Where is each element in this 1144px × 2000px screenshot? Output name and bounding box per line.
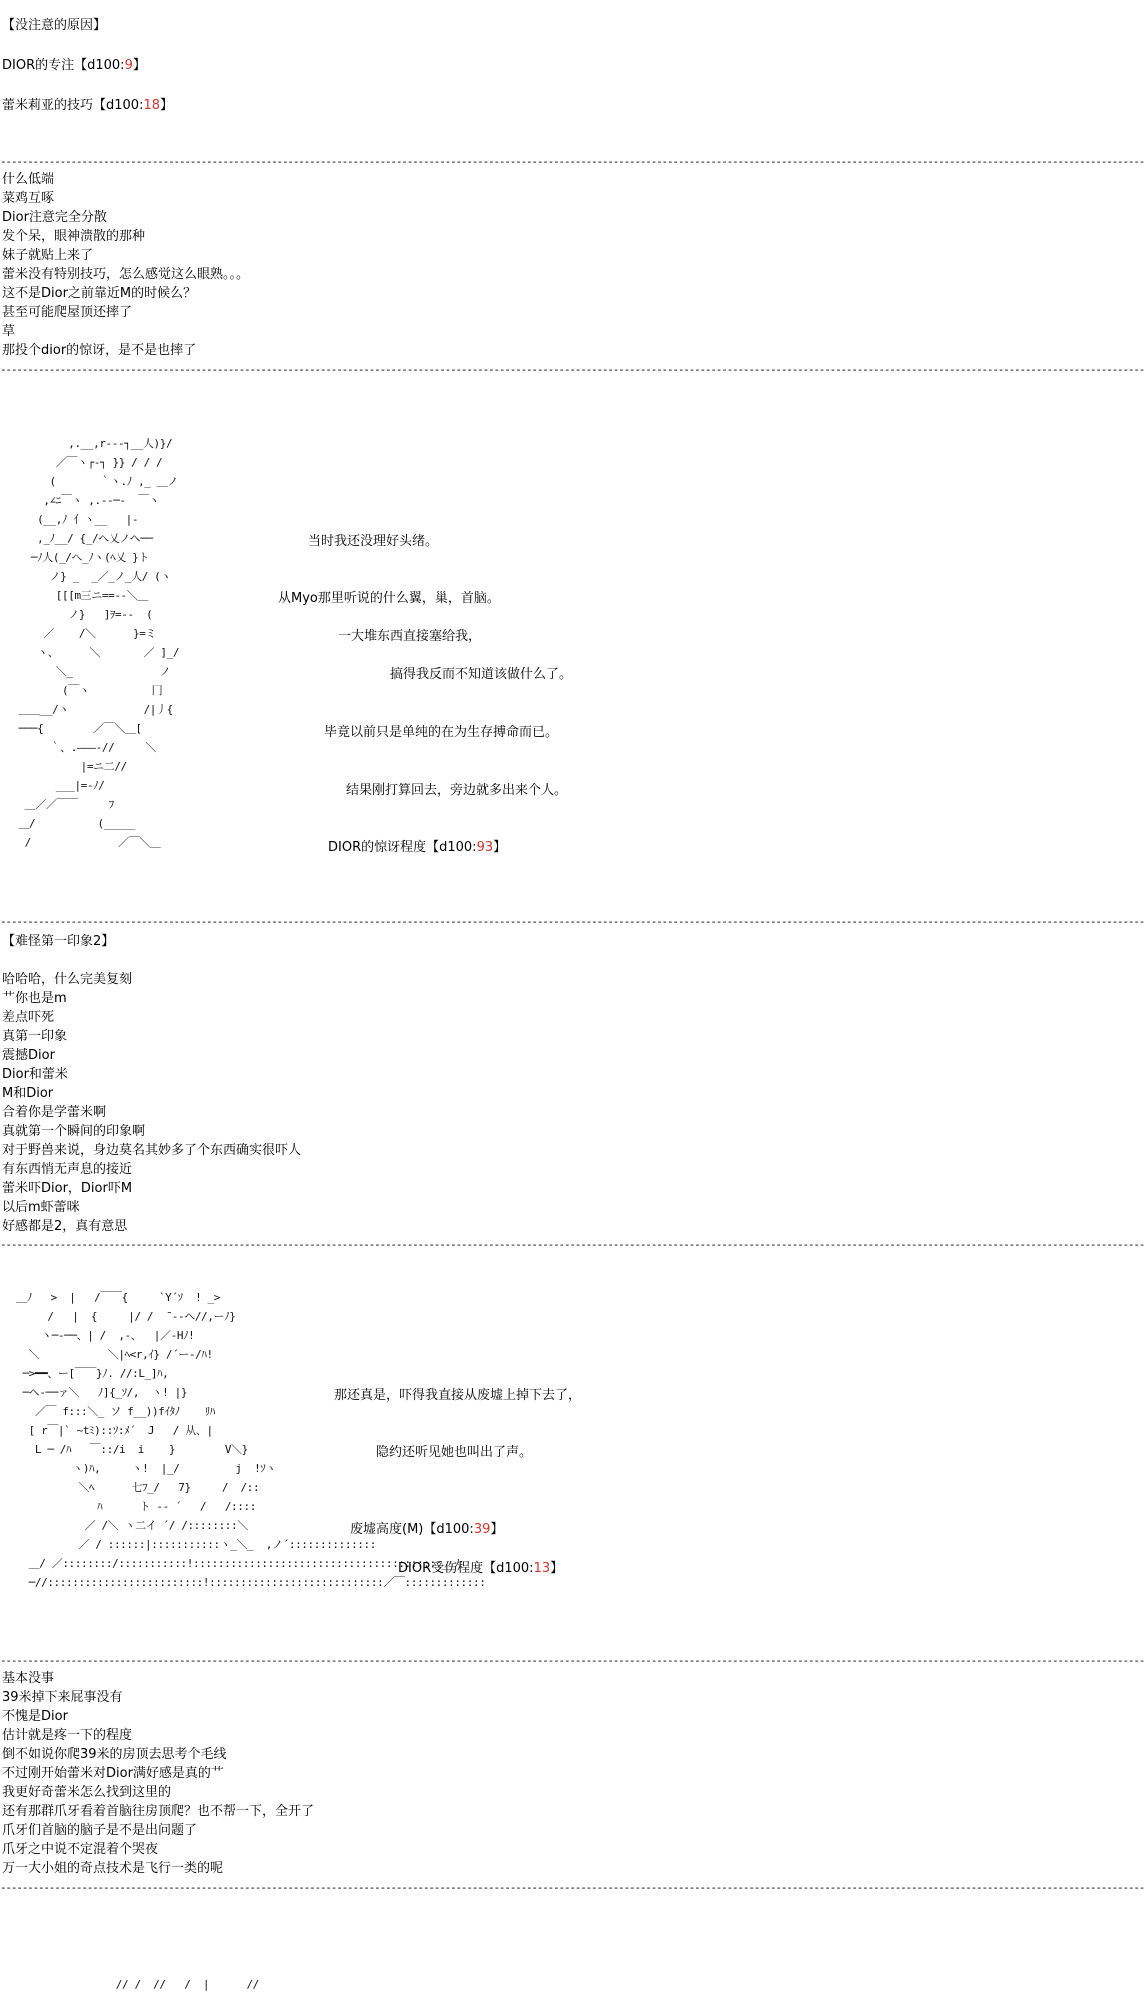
chat-line: 菜鸡互啄 — [2, 191, 55, 206]
chat-line: Dior和蕾米 — [2, 1067, 68, 1082]
roll-dior-focus: DIOR的专注【d100:9】 — [2, 58, 146, 73]
narration-line: 当时我还没理好头绪。 — [308, 534, 439, 549]
chat-line: 还有那群爪牙看着首脑往房顶爬？也不帮一下，全开了 — [2, 1804, 315, 1819]
chat-line: 发个呆，眼神溃散的那种 — [2, 229, 146, 244]
roll-value: 13 — [533, 1561, 551, 1576]
roll-dior-injury: DIOR受伤程度【d100:13】 — [398, 1561, 564, 1576]
roll-value: 9 — [124, 58, 133, 73]
chat-line: 39米掉下来屁事没有 — [2, 1690, 123, 1705]
narration-line: 从Myo那里听说的什么翼，巢，首脑。 — [278, 591, 500, 606]
roll-value: 18 — [143, 98, 160, 113]
chat-line: 这不是Dior之前靠近M的时候么？ — [2, 286, 197, 301]
chat-line: 不过刚开始蕾米对Dior满好感是真的艹 — [2, 1766, 224, 1781]
narration-line: 隐约还听见她也叫出了声。 — [376, 1445, 533, 1460]
chat-line: Dior注意完全分散 — [2, 210, 107, 225]
chat-line: 爪牙之中说不定混着个哭夜 — [2, 1842, 159, 1857]
roll-dior-surprise: DIOR的惊讶程度【d100:93】 — [328, 840, 507, 855]
ascii-art-figure: ＿ﾉ > | /￣￣{ `Y´ｿ ! _> / | { |/ / ̄ ‐‐ヘ//,ーﾉ} ヽ─‐──、| / ,-、 |／‐Hﾉ! ＼ ＼|ﾍ<r,ｲ} /´ー‐/ﾊ! ─>━━、ー[￣￣}ﾉ. //:L_]ﾊ, ─ヘ‐──ァ＼ ﾉ]{_ｿ/, ヽ! |} ／￣ f:::＼_ ソ f__))fｲﾀﾉ ﾘﾊ [ r￣|` ~tﾐ)::ｿ:ﾒ´ J / 从、| L ─ /ﾊ ￣::/i i } V＼} ヽ)ﾊ, ヽ! |_/ j !ｿヽ ＼ﾍ 七ﾌ_/ 7} / /:: ﾊ ト ‐‐ ´ / /:::: ／ /＼ ヽ二イ ´/ /::::::::＼ ／ / ::::::|:::::::::::ヽ_＼_ ,ノ´:::::::::::::: ＿/ ／::::::::/:::::::::::!::::::::::::::::::::::::::::::::::::::::__ﾉ ─//:::::::::::::::::::::::::!::::::::::::::::::::::::::::／￣::::::::::::: — [16, 1291, 486, 1589]
chat-line: 震撼Dior — [2, 1048, 55, 1063]
divider: ------------------------------------------------------------------------------------------------------------------------------------------------------------------------------------------------------------------- — [0, 155, 1144, 168]
roll-remilia-skill: 蕾米莉亚的技巧【d100:18】 — [2, 98, 174, 113]
divider: ------------------------------------------------------------------------------------------------------------------------------------------------------------------------------------------------------------------- — [0, 1654, 1144, 1667]
chat-line: M和Dior — [2, 1086, 54, 1101]
chat-line: 爪牙们首脑的脑子是不是出问题了 — [2, 1823, 198, 1838]
divider: ------------------------------------------------------------------------------------------------------------------------------------------------------------------------------------------------------------------- — [0, 1238, 1144, 1251]
chat-line: 哈哈哈，什么完美复刻 — [2, 972, 133, 987]
chat-line: 好感都是2，真有意思 — [2, 1219, 128, 1234]
chat-line: 蕾米没有特别技巧，怎么感觉这么眼熟。。。 — [2, 267, 250, 282]
chat-line: 不愧是Dior — [2, 1709, 68, 1724]
narration-line: 结果刚打算回去，旁边就多出来个人。 — [346, 783, 568, 798]
chat-line: 甚至可能爬屋顶还摔了 — [2, 305, 133, 320]
chat-section-title: 【难怪第一印象2】 — [2, 934, 115, 949]
divider: ------------------------------------------------------------------------------------------------------------------------------------------------------------------------------------------------------------------- — [0, 1881, 1144, 1894]
chat-line: 真第一印象 — [2, 1029, 68, 1044]
roll-value: 39 — [473, 1522, 491, 1537]
chat-line: 倒不如说你爬39米的房顶去思考个毛线 — [2, 1747, 227, 1762]
roll-value: 93 — [476, 840, 494, 855]
chat-line: 那投个dior的惊讶，是不是也摔了 — [2, 343, 197, 358]
chat-line: 合着你是学蕾米啊 — [2, 1105, 107, 1120]
narration-line: 搞得我反而不知道该做什么了。 — [390, 667, 573, 682]
roll-ruin-height: 废墟高度(M)【d100:39】 — [350, 1522, 504, 1537]
chat-line: 对于野兽来说，身边莫名其妙多了个东西确实很吓人 — [2, 1143, 302, 1158]
chat-line: 草 — [2, 324, 16, 339]
chat-line: 估计就是疼一下的程度 — [2, 1728, 133, 1743]
narration-line: 毕竟以前只是单纯的在为生存搏命而已。 — [324, 725, 559, 740]
chat-line: 蕾米吓Dior，Dior吓M — [2, 1181, 133, 1196]
chat-line: 基本没事 — [2, 1671, 55, 1686]
chat-line: 以后m虾蕾咪 — [2, 1200, 80, 1215]
chat-line: 有东西悄无声息的接近 — [2, 1162, 133, 1177]
narration-line: 一大堆东西直接塞给我， — [338, 629, 482, 644]
chat-line: 我更好奇蕾米怎么找到这里的 — [2, 1785, 172, 1800]
chat-line: 什么低端 — [2, 172, 55, 187]
divider: ------------------------------------------------------------------------------------------------------------------------------------------------------------------------------------------------------------------- — [0, 915, 1144, 928]
chat-line: 万一大小姐的奇点技术是飞行一类的呢 — [2, 1861, 224, 1876]
ascii-art-figure: // / // / | // — [10, 1978, 259, 1991]
chat-line: 真就第一个瞬间的印象啊 — [2, 1124, 146, 1139]
ascii-art-figure: ,.__,r‐‐‐┐__人)}/ ／￣ヽ┌‐┐ }} / / / ( ｀ヽ.ﾉ ,_ ＿ノ ,∠ﾆ￣ヽ ,.--─‐ ￣ヽ (__,ﾉ 亻ヽ__ |‐ ,_ﾉ__/ {_/へ乂ノヘ── ─ﾉ人(_/へ_ﾉヽ(ﾍ乂 }ト ノ} _ _／_ノ_人/ (ヽ [[[m三ニ==‐‐＼＿ ノ} ]ｦ=‐‐ ( ／ /＼ }=ミ ヽ、 ＼ ／ ]_/ ＼_ ノ (￣ヽ 冂 ＿＿__/ヽ /|丿{ ───{ ／￣＼＿[ ｀、.―――‐// ＼ |=ニ二// ___|=-ﾉ/ ＿／／￣￣ ﾌ ＿/ (_____ / ／￣＼＿ — [18, 437, 180, 849]
chat-line: 妹子就贴上来了 — [2, 248, 94, 263]
divider: ------------------------------------------------------------------------------------------------------------------------------------------------------------------------------------------------------------------- — [0, 363, 1144, 376]
header-title: 【没注意的原因】 — [2, 18, 107, 33]
chat-line: 艹你也是m — [2, 991, 67, 1006]
chat-line: 差点吓死 — [2, 1010, 55, 1025]
narration-line: 那还真是，吓得我直接从废墟上掉下去了， — [334, 1388, 582, 1403]
